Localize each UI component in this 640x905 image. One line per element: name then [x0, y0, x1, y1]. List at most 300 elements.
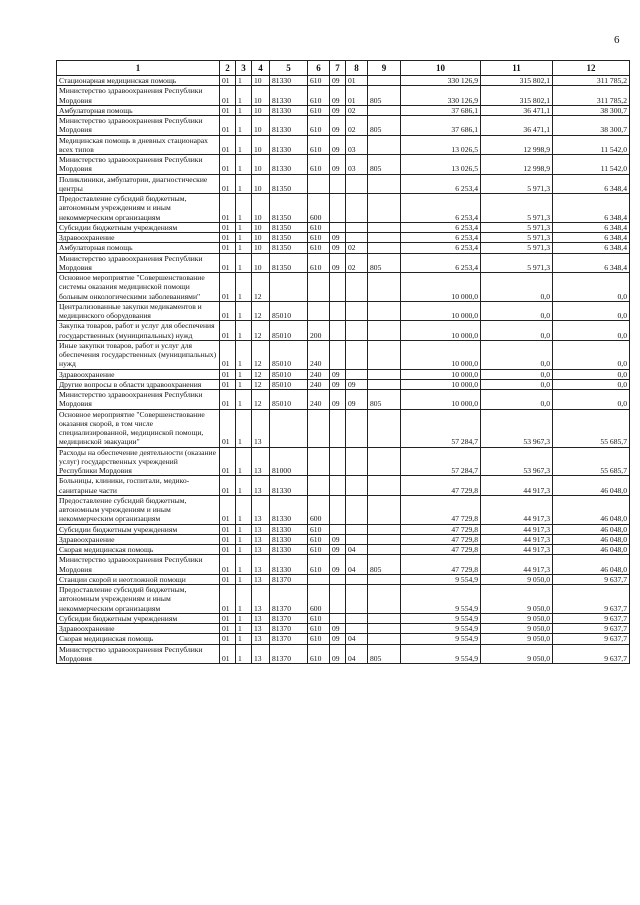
code-cell: 02: [346, 116, 368, 136]
code-cell: 1: [236, 390, 252, 410]
table-row: [57, 545, 630, 555]
row-name-cell: Министерство здравоохранения Республики Мордовия: [57, 390, 220, 410]
row-name-cell: Закупка товаров, работ и услуг для обеспечения государственных (муниципальных) нужд: [57, 321, 220, 341]
code-cell: 09: [330, 644, 346, 664]
code-cell: 81370: [270, 585, 308, 614]
amount-cell: 46 048,0: [553, 476, 630, 496]
code-cell: 81350: [270, 174, 308, 194]
code-cell: [346, 476, 368, 496]
code-cell: 01: [220, 634, 236, 644]
code-cell: [368, 524, 401, 534]
code-cell: 805: [368, 116, 401, 136]
code-cell: 1: [236, 524, 252, 534]
amount-cell: 6 253,4: [401, 233, 481, 243]
code-cell: 1: [236, 545, 252, 555]
code-cell: 81350: [270, 222, 308, 232]
code-cell: [368, 369, 401, 379]
code-cell: 10: [252, 174, 270, 194]
code-cell: 1: [236, 301, 252, 321]
amount-cell: 44 917,3: [481, 495, 553, 524]
amount-cell: 10 000,0: [401, 390, 481, 410]
code-cell: 610: [308, 105, 330, 115]
row-name-cell: Больницы, клиники, госпитали, медико-санитарные части: [57, 476, 220, 496]
code-cell: 13: [252, 524, 270, 534]
code-cell: [346, 409, 368, 447]
code-cell: [368, 340, 401, 369]
code-cell: 12: [252, 301, 270, 321]
code-cell: 610: [308, 243, 330, 253]
code-cell: 81330: [270, 135, 308, 155]
code-cell: 01: [220, 86, 236, 106]
row-name-cell: Медицинская помощь в дневных стационарах всех типов: [57, 135, 220, 155]
table-row: [57, 574, 630, 584]
code-cell: 09: [330, 555, 346, 575]
code-cell: 10: [252, 243, 270, 253]
row-name-cell: Иные закупки товаров, работ и услуг для обеспечения государственных (муниципальных) нужд: [57, 340, 220, 369]
row-name-cell: Здравоохранение: [57, 624, 220, 634]
code-cell: 01: [220, 390, 236, 410]
code-cell: 805: [368, 253, 401, 273]
code-cell: 610: [308, 135, 330, 155]
amount-cell: 11 542,0: [553, 135, 630, 155]
code-cell: 240: [308, 390, 330, 410]
code-cell: [368, 545, 401, 555]
row-name-cell: Другие вопросы в области здравоохранения: [57, 379, 220, 389]
code-cell: 81370: [270, 613, 308, 623]
header-cell: 5: [270, 61, 308, 76]
amount-cell: 9 554,9: [401, 634, 481, 644]
code-cell: 03: [346, 135, 368, 155]
code-cell: 13: [252, 409, 270, 447]
amount-cell: 9 050,0: [481, 624, 553, 634]
code-cell: 13: [252, 634, 270, 644]
code-cell: 610: [308, 233, 330, 243]
code-cell: 1: [236, 194, 252, 223]
code-cell: 01: [346, 86, 368, 106]
amount-cell: 6 253,4: [401, 194, 481, 223]
code-cell: 81330: [270, 545, 308, 555]
code-cell: 81330: [270, 476, 308, 496]
table-row: [57, 634, 630, 644]
code-cell: [346, 321, 368, 341]
amount-cell: 5 971,3: [481, 253, 553, 273]
row-name-cell: Амбулаторная помощь: [57, 105, 220, 115]
amount-cell: 46 048,0: [553, 524, 630, 534]
table-row: [57, 340, 630, 369]
code-cell: 09: [330, 545, 346, 555]
amount-cell: 9 050,0: [481, 613, 553, 623]
row-name-cell: Основное мероприятие "Совершенствование системы оказания медицинской помощи больным онкологическими заболеваниями": [57, 273, 220, 302]
code-cell: 805: [368, 155, 401, 175]
amount-cell: 9 637,7: [553, 644, 630, 664]
code-cell: 610: [308, 253, 330, 273]
code-cell: 1: [236, 135, 252, 155]
code-cell: [346, 613, 368, 623]
code-cell: 01: [220, 76, 236, 86]
code-cell: 81370: [270, 624, 308, 634]
code-cell: 1: [236, 644, 252, 664]
code-cell: 13: [252, 644, 270, 664]
code-cell: [346, 524, 368, 534]
row-name-cell: Субсидии бюджетным учреждениям: [57, 613, 220, 623]
header-cell: 3: [236, 61, 252, 76]
code-cell: 600: [308, 194, 330, 223]
code-cell: 01: [220, 340, 236, 369]
code-cell: 1: [236, 243, 252, 253]
amount-cell: 44 917,3: [481, 476, 553, 496]
amount-cell: 6 253,4: [401, 222, 481, 232]
amount-cell: 10 000,0: [401, 369, 481, 379]
code-cell: 01: [220, 194, 236, 223]
code-cell: 85010: [270, 301, 308, 321]
code-cell: [270, 273, 308, 302]
amount-cell: 6 348,4: [553, 253, 630, 273]
code-cell: 13: [252, 447, 270, 476]
code-cell: 01: [220, 545, 236, 555]
code-cell: [308, 301, 330, 321]
code-cell: 610: [308, 613, 330, 623]
code-cell: [346, 194, 368, 223]
code-cell: 10: [252, 135, 270, 155]
code-cell: [346, 174, 368, 194]
code-cell: 09: [346, 390, 368, 410]
amount-cell: 10 000,0: [401, 273, 481, 302]
code-cell: 13: [252, 585, 270, 614]
code-cell: 81330: [270, 105, 308, 115]
code-cell: 09: [330, 135, 346, 155]
code-cell: 1: [236, 321, 252, 341]
code-cell: 81350: [270, 243, 308, 253]
table-row: [57, 76, 630, 86]
code-cell: [346, 624, 368, 634]
table-row: [57, 476, 630, 496]
row-name-cell: Предоставление субсидий бюджетным, автономным учреждениям и иным некоммерческим организациям: [57, 194, 220, 223]
code-cell: 81330: [270, 155, 308, 175]
code-cell: 200: [308, 321, 330, 341]
code-cell: 01: [220, 155, 236, 175]
code-cell: 10: [252, 86, 270, 106]
code-cell: [368, 447, 401, 476]
header-cell: 8: [346, 61, 368, 76]
code-cell: 81350: [270, 194, 308, 223]
amount-cell: 311 785,2: [553, 76, 630, 86]
code-cell: 1: [236, 155, 252, 175]
code-cell: [368, 301, 401, 321]
table-row: [57, 116, 630, 136]
header-cell: 1: [57, 61, 220, 76]
code-cell: 1: [236, 624, 252, 634]
amount-cell: 10 000,0: [401, 379, 481, 389]
amount-cell: 47 729,8: [401, 545, 481, 555]
amount-cell: 10 000,0: [401, 321, 481, 341]
code-cell: [308, 574, 330, 584]
code-cell: [346, 495, 368, 524]
code-cell: 81330: [270, 534, 308, 544]
code-cell: 1: [236, 585, 252, 614]
code-cell: 85010: [270, 321, 308, 341]
amount-cell: 0,0: [553, 301, 630, 321]
code-cell: 12: [252, 321, 270, 341]
amount-cell: 9 554,9: [401, 613, 481, 623]
code-cell: 09: [330, 390, 346, 410]
code-cell: 13: [252, 545, 270, 555]
amount-cell: 6 253,4: [401, 174, 481, 194]
table-row: [57, 233, 630, 243]
code-cell: 81330: [270, 76, 308, 86]
code-cell: 09: [330, 233, 346, 243]
table-row: [57, 379, 630, 389]
amount-cell: 9 554,9: [401, 624, 481, 634]
code-cell: [368, 613, 401, 623]
code-cell: [330, 174, 346, 194]
code-cell: 1: [236, 233, 252, 243]
table-row: [57, 555, 630, 575]
code-cell: 85010: [270, 390, 308, 410]
code-cell: [368, 233, 401, 243]
code-cell: 81330: [270, 86, 308, 106]
code-cell: [368, 379, 401, 389]
code-cell: [368, 243, 401, 253]
amount-cell: 44 917,3: [481, 534, 553, 544]
code-cell: 610: [308, 222, 330, 232]
code-cell: [270, 409, 308, 447]
amount-cell: 0,0: [553, 379, 630, 389]
code-cell: 610: [308, 76, 330, 86]
amount-cell: 44 917,3: [481, 555, 553, 575]
code-cell: 12: [252, 369, 270, 379]
code-cell: 01: [220, 105, 236, 115]
amount-cell: 0,0: [481, 301, 553, 321]
amount-cell: 6 348,4: [553, 174, 630, 194]
amount-cell: 0,0: [481, 321, 553, 341]
table-row: [57, 644, 630, 664]
code-cell: 13: [252, 574, 270, 584]
amount-cell: 0,0: [481, 390, 553, 410]
code-cell: 13: [252, 495, 270, 524]
code-cell: [368, 495, 401, 524]
code-cell: 04: [346, 634, 368, 644]
code-cell: 01: [220, 476, 236, 496]
code-cell: 01: [220, 624, 236, 634]
code-cell: [368, 534, 401, 544]
code-cell: 01: [220, 116, 236, 136]
amount-cell: 6 253,4: [401, 253, 481, 273]
code-cell: 85010: [270, 340, 308, 369]
amount-cell: 47 729,8: [401, 476, 481, 496]
code-cell: [330, 447, 346, 476]
code-cell: 01: [220, 495, 236, 524]
row-name-cell: Основное мероприятие "Совершенствование оказания скорой, в том числе специализированной, медицинской помощи, медицинской эвакуации": [57, 409, 220, 447]
row-name-cell: Здравоохранение: [57, 369, 220, 379]
code-cell: 610: [308, 644, 330, 664]
amount-cell: 53 967,3: [481, 447, 553, 476]
code-cell: [368, 574, 401, 584]
code-cell: [346, 222, 368, 232]
amount-cell: 0,0: [553, 390, 630, 410]
code-cell: [368, 105, 401, 115]
code-cell: 13: [252, 555, 270, 575]
amount-cell: 9 637,7: [553, 574, 630, 584]
header-cell: 7: [330, 61, 346, 76]
code-cell: 805: [368, 644, 401, 664]
table-row: [57, 624, 630, 634]
code-cell: 09: [330, 86, 346, 106]
code-cell: 10: [252, 155, 270, 175]
table-row: [57, 524, 630, 534]
amount-cell: 10 000,0: [401, 301, 481, 321]
code-cell: 04: [346, 644, 368, 664]
code-cell: 01: [220, 233, 236, 243]
table-row: [57, 534, 630, 544]
code-cell: 01: [220, 644, 236, 664]
code-cell: 81330: [270, 116, 308, 136]
table-row: [57, 447, 630, 476]
code-cell: [368, 476, 401, 496]
code-cell: [368, 585, 401, 614]
code-cell: 610: [308, 524, 330, 534]
row-name-cell: Поликлиники, амбулатории, диагностические центры: [57, 174, 220, 194]
code-cell: 09: [346, 379, 368, 389]
code-cell: 1: [236, 634, 252, 644]
code-cell: 01: [220, 174, 236, 194]
amount-cell: 9 637,7: [553, 613, 630, 623]
code-cell: [308, 447, 330, 476]
code-cell: 01: [220, 253, 236, 273]
amount-cell: 46 048,0: [553, 545, 630, 555]
amount-cell: 9 554,9: [401, 585, 481, 614]
row-name-cell: Амбулаторная помощь: [57, 243, 220, 253]
amount-cell: 13 026,5: [401, 155, 481, 175]
code-cell: [308, 476, 330, 496]
code-cell: 10: [252, 194, 270, 223]
amount-cell: 37 686,1: [401, 105, 481, 115]
row-name-cell: Скорая медицинская помощь: [57, 545, 220, 555]
code-cell: [308, 174, 330, 194]
amount-cell: 5 971,3: [481, 243, 553, 253]
code-cell: [330, 321, 346, 341]
code-cell: 1: [236, 222, 252, 232]
amount-cell: 53 967,3: [481, 409, 553, 447]
table-row: [57, 135, 630, 155]
code-cell: 1: [236, 105, 252, 115]
code-cell: [368, 194, 401, 223]
table-row: [57, 155, 630, 175]
code-cell: 02: [346, 243, 368, 253]
amount-cell: 9 554,9: [401, 574, 481, 584]
code-cell: 610: [308, 624, 330, 634]
code-cell: 02: [346, 105, 368, 115]
table-row: [57, 613, 630, 623]
amount-cell: 44 917,3: [481, 545, 553, 555]
header-cell: 6: [308, 61, 330, 76]
amount-cell: 9 050,0: [481, 644, 553, 664]
code-cell: 81330: [270, 555, 308, 575]
code-cell: 1: [236, 273, 252, 302]
amount-cell: 38 300,7: [553, 105, 630, 115]
table-row: [57, 174, 630, 194]
amount-cell: 6 348,4: [553, 233, 630, 243]
header-cell: 11: [481, 61, 553, 76]
code-cell: [330, 585, 346, 614]
amount-cell: 12 998,9: [481, 155, 553, 175]
code-cell: 1: [236, 495, 252, 524]
code-cell: 09: [330, 369, 346, 379]
table-row: [57, 585, 630, 614]
row-name-cell: Станции скорой и неотложной помощи: [57, 574, 220, 584]
code-cell: 1: [236, 86, 252, 106]
code-cell: [346, 301, 368, 321]
code-cell: 01: [220, 273, 236, 302]
table-row: [57, 86, 630, 106]
code-cell: 81370: [270, 634, 308, 644]
code-cell: [330, 194, 346, 223]
code-cell: [346, 447, 368, 476]
code-cell: [330, 409, 346, 447]
code-cell: 02: [346, 253, 368, 273]
code-cell: 09: [330, 243, 346, 253]
code-cell: 1: [236, 534, 252, 544]
code-cell: 01: [346, 76, 368, 86]
amount-cell: 36 471,1: [481, 105, 553, 115]
amount-cell: 6 253,4: [401, 243, 481, 253]
code-cell: 81350: [270, 253, 308, 273]
code-cell: [308, 273, 330, 302]
row-name-cell: Министерство здравоохранения Республики Мордовия: [57, 86, 220, 106]
amount-cell: 46 048,0: [553, 555, 630, 575]
table-row: [57, 495, 630, 524]
code-cell: 1: [236, 555, 252, 575]
code-cell: 610: [308, 86, 330, 106]
code-cell: 09: [330, 155, 346, 175]
row-name-cell: Министерство здравоохранения Республики Мордовия: [57, 253, 220, 273]
table-row: [57, 253, 630, 273]
page-number: 6: [614, 34, 620, 46]
code-cell: [346, 340, 368, 369]
code-cell: 1: [236, 369, 252, 379]
code-cell: 85010: [270, 379, 308, 389]
amount-cell: 5 971,3: [481, 233, 553, 243]
code-cell: 09: [330, 624, 346, 634]
code-cell: 1: [236, 379, 252, 389]
amount-cell: 330 126,9: [401, 86, 481, 106]
code-cell: 610: [308, 555, 330, 575]
table-row: [57, 390, 630, 410]
amount-cell: 315 802,1: [481, 76, 553, 86]
amount-cell: 12 998,9: [481, 135, 553, 155]
amount-cell: 36 471,1: [481, 116, 553, 136]
amount-cell: 0,0: [553, 321, 630, 341]
code-cell: 1: [236, 116, 252, 136]
code-cell: [368, 409, 401, 447]
header-cell: 12: [553, 61, 630, 76]
code-cell: 01: [220, 574, 236, 584]
amount-cell: 0,0: [553, 369, 630, 379]
row-name-cell: Субсидии бюджетным учреждениям: [57, 222, 220, 232]
table-row: [57, 301, 630, 321]
code-cell: 13: [252, 476, 270, 496]
code-cell: [346, 273, 368, 302]
header-cell: 10: [401, 61, 481, 76]
amount-cell: 0,0: [481, 340, 553, 369]
code-cell: 81000: [270, 447, 308, 476]
code-cell: 01: [220, 321, 236, 341]
code-cell: 09: [330, 534, 346, 544]
code-cell: 240: [308, 379, 330, 389]
code-cell: 1: [236, 409, 252, 447]
amount-cell: 9 637,7: [553, 624, 630, 634]
table-row: [57, 243, 630, 253]
code-cell: 1: [236, 574, 252, 584]
